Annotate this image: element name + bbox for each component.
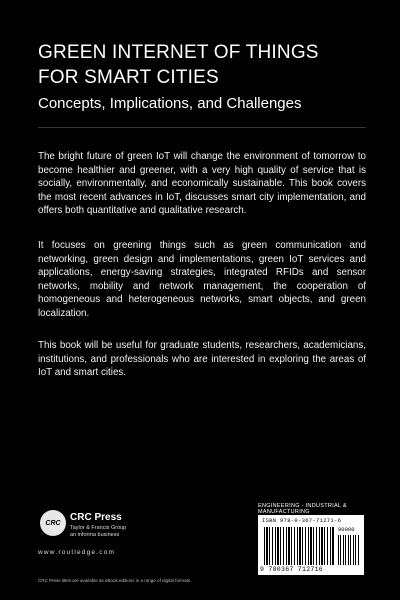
- title-line-2: FOR SMART CITIES: [38, 67, 219, 88]
- title-line-1: GREEN INTERNET OF THINGS: [38, 42, 319, 63]
- publisher-tagline: an informa business: [70, 532, 120, 538]
- barcode-digits: 9 780367 712716: [260, 566, 324, 573]
- divider: [38, 127, 366, 128]
- blurb-paragraph-1: The bright future of green IoT will change the environment of tomorrow to become healthier and greener, with a very high quality of service that is socially, environmentally, and economically sustainable. This book covers the most recent advances in IoT, discusses smart city implementation, and offers both quantitative and qualitative research.: [38, 151, 366, 217]
- ebook-note: CRC Press titles are available as eBook editions in a range of digital formats: [38, 578, 191, 583]
- isbn-label: ISBN 978-0-367-71271-6: [262, 517, 342, 524]
- publisher-website: www.routledge.com: [38, 549, 116, 556]
- barcode-bars: [264, 527, 334, 565]
- blurb-paragraph-2: It focuses on greening things such as green communication and networking, green design and implementations, green IoT services and applications, energy-saving strategies, integrated RFIDs and sensor networks, mobility and network management, the cooperation of homogeneous and heterogeneous networks, smart objects, and green localization.: [38, 240, 366, 319]
- book-subtitle: Concepts, Implications, and Challenges: [38, 95, 302, 112]
- publisher-group: Taylor & Francis Group: [70, 525, 127, 531]
- book-title: [38, 40, 378, 90]
- logo-text: CRC: [45, 519, 61, 527]
- blurb-paragraph-3: This book will be useful for graduate students, researchers, academicians, institutions, and professionals who are interested in exploring the areas of IoT and smart cities.: [38, 340, 366, 379]
- subject-category: ENGINEERING - INDUSTRIAL & MANUFACTURING: [258, 503, 347, 515]
- crc-logo-icon: [40, 510, 66, 536]
- price-addon-digits: 90000: [338, 526, 355, 533]
- barcode: [258, 515, 364, 575]
- addon-bars: [338, 535, 360, 565]
- publisher-name: CRC Press: [70, 512, 122, 523]
